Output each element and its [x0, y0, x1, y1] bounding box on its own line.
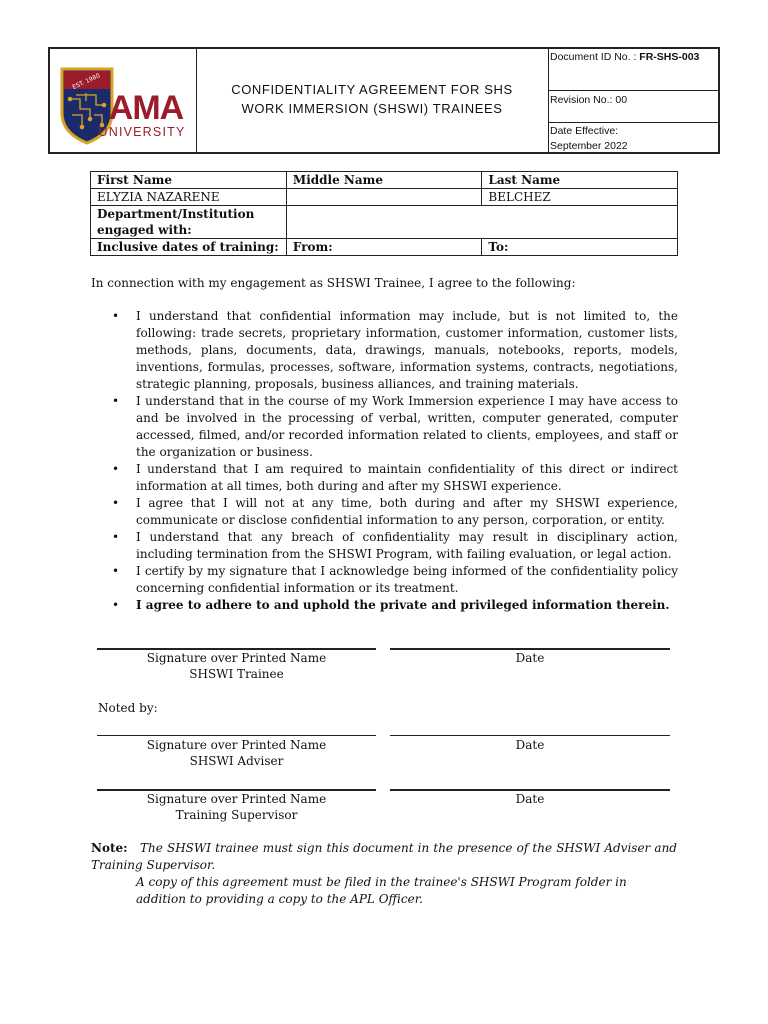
list-item-text: I certify by my signature that I acknowledge being informed of the confidentiality policy concerning confidential information or its treatment.: [136, 564, 678, 595]
last-name-label: Last Name: [482, 172, 678, 189]
list-item-text: I understand that any breach of confidentiality may result in disciplinary action, including termination from the SHSWI Program, with failing evaluation, or legal action.: [136, 530, 678, 561]
middle-name-label: Middle Name: [286, 172, 482, 189]
document-title: [231, 80, 513, 118]
table-row: [91, 206, 678, 239]
logo-cell: [50, 49, 197, 152]
from-date-field[interactable]: From:: [286, 239, 482, 256]
adviser-date-caption: Date: [515, 738, 545, 752]
trainee-date-caption: Date: [515, 651, 545, 665]
document-header: [48, 47, 720, 154]
document-id-label: Document ID No. :: [550, 51, 637, 63]
supervisor-role: Training Supervisor: [175, 808, 298, 822]
revision-row: [548, 91, 718, 123]
logo-shield-text: EST. 1980: [71, 72, 102, 92]
bullet-icon: •: [112, 309, 120, 323]
bullet-icon: •: [112, 564, 120, 578]
bullet-icon: •: [112, 496, 120, 510]
table-row: [91, 239, 678, 256]
date-effective-value: September 2022: [550, 140, 628, 152]
logo-wordmark: AMA: [108, 89, 184, 127]
note-text-1: The SHSWI trainee must sign this document in the presence of the SHSWI Adviser and Training Supervisor.: [91, 841, 677, 872]
last-name-field[interactable]: BELCHEZ: [482, 189, 678, 206]
logo-university-text: UNIVERSITY: [98, 125, 186, 139]
adviser-signature-line[interactable]: [97, 735, 376, 736]
list-item: [110, 563, 678, 597]
list-item-text: I agree to adhere to and uphold the private and privileged information therein.: [136, 598, 670, 612]
title-line-2: WORK IMMERSION (SHSWI) TRAINEES: [241, 100, 503, 116]
title-line-1: CONFIDENTIALITY AGREEMENT FOR SHS: [231, 81, 513, 97]
list-item: [110, 308, 678, 393]
note-block: [91, 840, 677, 908]
department-label: Department/Institution engaged with:: [91, 206, 287, 239]
document-id-row: [548, 49, 718, 91]
trainee-info-table: [90, 171, 678, 256]
document-meta: [548, 49, 718, 152]
list-item: [110, 461, 678, 495]
first-name-field[interactable]: ELYZIA NAZARENE: [91, 189, 287, 206]
agreement-list: [110, 308, 678, 614]
note-text-2: A copy of this agreement must be filed in the trainee's SHSWI Program folder in addition to providing a copy to the APL Officer.: [136, 875, 627, 906]
inclusive-dates-label: Inclusive dates of training:: [91, 239, 287, 256]
document-id-value: FR-SHS-003: [639, 51, 700, 63]
intro-paragraph: In connection with my engagement as SHSWI Trainee, I agree to the following:: [91, 276, 576, 290]
list-item-text: I understand that in the course of my Work Immersion experience I may have access to and be involved in the processing of verbal, written, computer generated, computer accessed, filmed, and/or recorded information related to clients, employees, and staff or the organization or business.: [136, 394, 678, 459]
date-effective-label: Date Effective:: [550, 125, 619, 137]
bullet-icon: •: [112, 394, 120, 408]
supervisor-date-caption: Date: [515, 792, 545, 806]
title-cell: [196, 49, 549, 152]
middle-name-field[interactable]: [286, 189, 482, 206]
signature-label: Signature over Printed Name: [146, 792, 327, 806]
date-effective-row: [548, 123, 718, 152]
list-item: [110, 529, 678, 563]
list-item-text: I understand that I am required to maintain confidentiality of this direct or indirect information at all times, both during and after my SHSWI experience.: [136, 462, 678, 493]
ama-university-logo: [50, 49, 196, 152]
trainee-signature-caption: [97, 650, 376, 682]
table-row: [91, 189, 678, 206]
note-line-1: [91, 840, 677, 874]
trainee-role: SHSWI Trainee: [189, 667, 284, 681]
signature-label: Signature over Printed Name: [146, 738, 327, 752]
list-item-text: I understand that confidential information may include, but is not limited to, the following: trade secrets, proprietary information, customer information, customer lists, methods, plans, documents, data, drawings, manuals, notebooks, reports, models, inventions, formulas, processes, software, information systems, contracts, negotiations, strategic planning, proposals, business alliances, and training materials.: [136, 309, 678, 391]
table-row: [91, 172, 678, 189]
bullet-icon: •: [112, 462, 120, 476]
adviser-date-line[interactable]: [390, 735, 670, 736]
list-item-text: I agree that I will not at any time, both during and after my SHSWI experience, communicate or disclose confidential information to any person, corporation, or entity.: [136, 496, 678, 527]
signature-label: Signature over Printed Name: [146, 651, 327, 665]
bullet-icon: •: [112, 598, 120, 612]
note-label: Note:: [91, 841, 128, 855]
adviser-signature-caption: [97, 737, 376, 769]
bullet-icon: •: [112, 530, 120, 544]
adviser-role: SHSWI Adviser: [189, 754, 284, 768]
list-item: [110, 495, 678, 529]
list-item: [110, 597, 678, 614]
supervisor-signature-caption: [97, 791, 376, 823]
noted-by-label: Noted by:: [98, 701, 158, 715]
first-name-label: First Name: [91, 172, 287, 189]
list-item: [110, 393, 678, 461]
revision-label: Revision No.: 00: [550, 94, 628, 106]
department-field[interactable]: [286, 206, 677, 239]
to-date-field[interactable]: To:: [482, 239, 678, 256]
